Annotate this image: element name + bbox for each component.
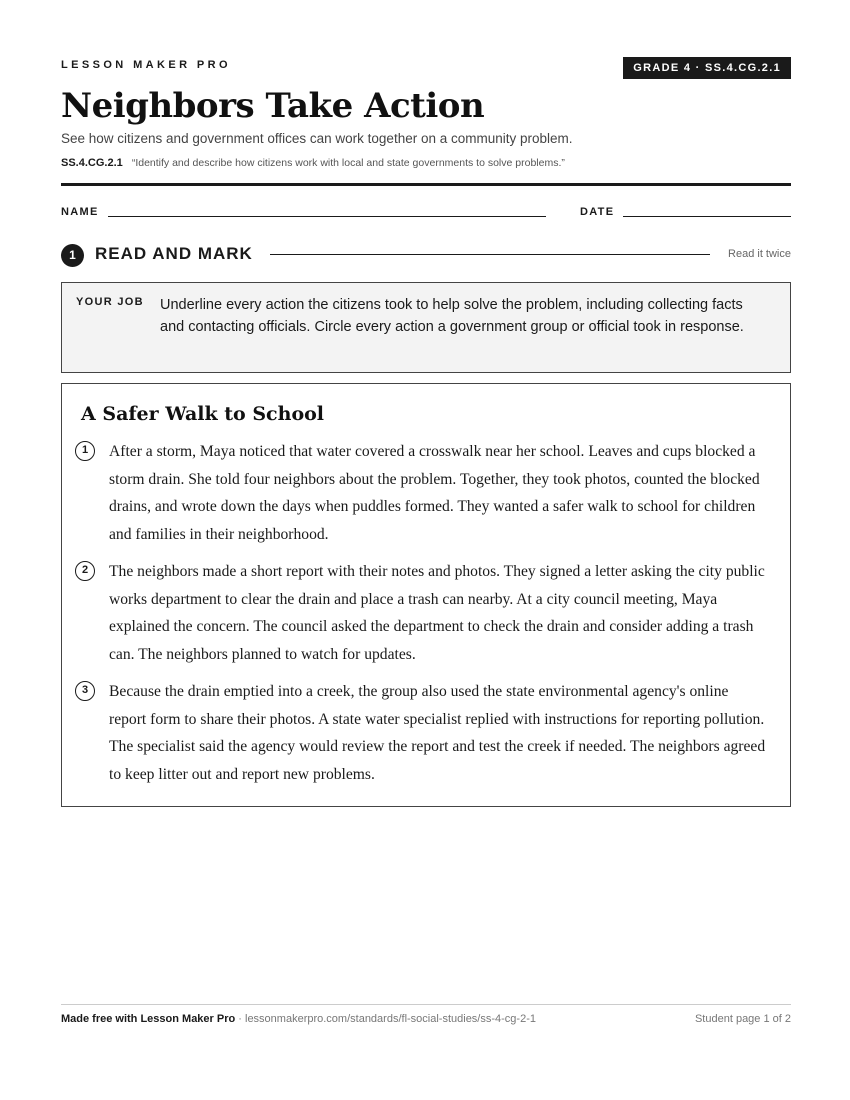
header [61,57,791,81]
section-number-badge: 1 [61,244,84,267]
paragraph-number: 2 [75,561,95,581]
section-note: Read it twice [728,248,791,260]
header-divider [61,183,791,186]
paragraph-text: Because the drain emptied into a creek, the group also used the state environmental agency's online report form to share their photos. A state water specialist replied with instructions for reporting pollution. The specialist said the agency would review the report and test the creek if needed. The neighbors agreed to keep litter out and report new problems. [109,683,766,783]
name-field[interactable] [108,216,546,217]
page-subtitle: See how citizens and government offices can work together on a community problem. [61,131,573,146]
paragraph-number: 3 [75,681,95,701]
instructions-box [61,282,791,373]
standard-line [61,157,565,169]
footer-divider [61,1004,791,1005]
section-header [61,243,791,267]
date-label: DATE [580,206,615,218]
paragraph-text: The neighbors made a short report with their notes and photos. They signed a letter asking the city public works department to clear the drain and place a trash can nearby. At a city council meeting, Maya explained the concern. The council asked the department to check the drain and consider adding a trash can. The neighbors planned to watch for updates. [109,563,765,663]
footer-credit [61,1013,536,1025]
brand-name: LESSON MAKER PRO [61,59,231,71]
story-box [61,383,791,807]
footer-url[interactable]: · lessonmakerpro.com/standards/fl-social-studies/ss-4-cg-2-1 [235,1013,536,1025]
date-field[interactable] [623,216,791,217]
paragraph-text: After a storm, Maya noticed that water covered a crosswalk near her school. Leaves and cups blocked a storm drain. She told four neighbors about the problem. Together, they took photos, counted the blocked drains, and wrote down the days when puddles formed. They wanted a safer walk to school for children and families in their neighborhood. [109,443,760,543]
footer-brand: Made free with Lesson Maker Pro [61,1013,236,1025]
footer-page-number: Student page 1 of 2 [694,1013,791,1025]
standard-quote: “Identify and describe how citizens work with local and state governments to solve problems.” [131,157,565,169]
page-title: Neighbors Take Action [61,86,485,126]
section-title: READ AND MARK [95,244,253,263]
grade-badge: GRADE 4 · SS.4.CG.2.1 [623,57,791,79]
instructions-label: YOUR JOB [76,296,144,308]
section-rule [270,254,710,255]
standard-code: SS.4.CG.2.1 [61,157,123,169]
name-date-row [61,205,791,219]
instructions-text: Underline every action the citizens took to help solve the problem, including collecting facts and contacting officials. Circle every action a government group or official took in response. [160,297,744,335]
name-label: NAME [61,206,99,218]
paragraph-number: 1 [75,441,95,461]
story-title: A Safer Walk to School [81,403,325,425]
worksheet-page [61,0,791,1100]
